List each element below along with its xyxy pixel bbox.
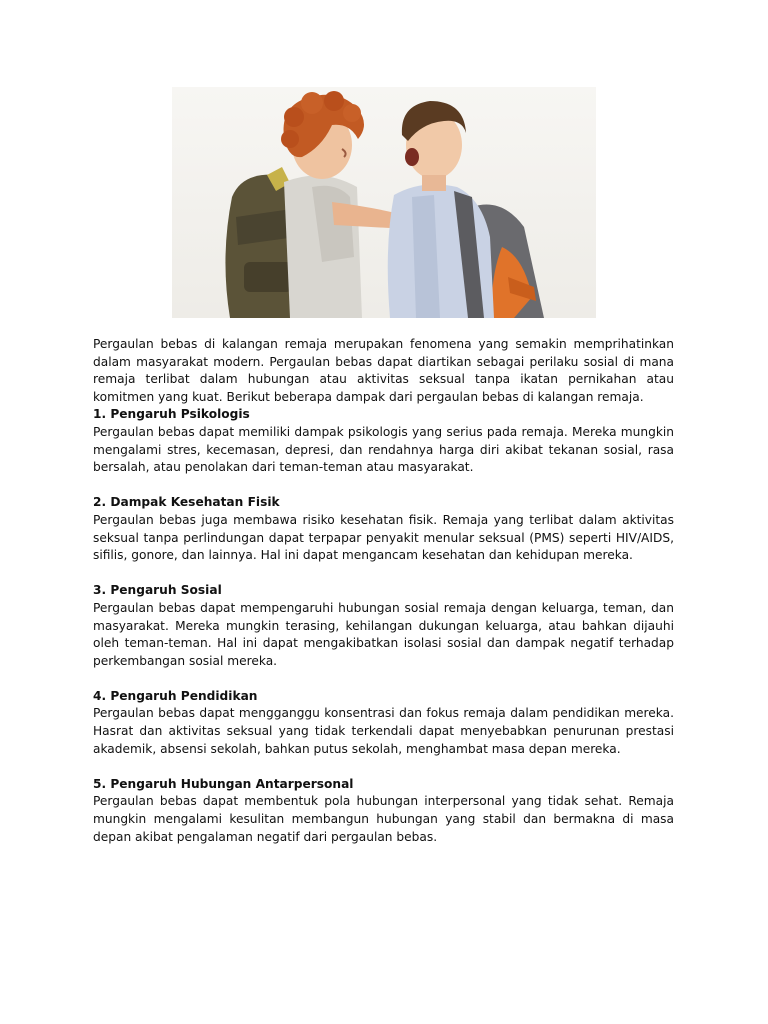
intro-paragraph: Pergaulan bebas di kalangan remaja merupakan fenomena yang semakin memprihatinkan dalam masyarakat modern. Pergaulan bebas dapat diartikan sebagai perilaku sosial di mana remaja terlibat dalam hubungan atau aktivitas seksual tanpa ikatan pernikahan atau komitmen yang kuat. Berikut beberapa dampak dari pergaulan bebas di kalangan remaja. xyxy=(93,337,674,404)
section-body-2: Pergaulan bebas juga membawa risiko kesehatan fisik. Remaja yang terlibat dalam aktivitas seksual tanpa perlindungan dapat terpapar penyakit menular seksual (PMS) seperti HIV/AIDS, sifilis, gonore, dan lainnya. Hal ini dapat mengancam kesehatan dan kehidupan mereka. xyxy=(93,512,674,563)
section-body-3: Pergaulan bebas dapat mempengaruhi hubungan sosial remaja dengan keluarga, teman, dan masyarakat. Mereka mungkin terasing, kehilangan dukungan keluarga, atau bahkan dijauhi oleh teman-teman. Hal ini dapat mengakibatkan isolasi sosial dan dampak negatif terhadap perkembangan sosial mereka. xyxy=(93,600,674,668)
article-body xyxy=(93,336,674,846)
two-boys-illustration xyxy=(172,87,596,318)
section-body-5: Pergaulan bebas dapat membentuk pola hubungan interpersonal yang tidak sehat. Remaja mungkin mengalami kesulitan membangun hubungan yang stabil dan bermakna di masa depan akibat pengalaman negatif dari pergaulan bebas. xyxy=(93,794,674,844)
section-heading-1: 1. Pengaruh Psikologis xyxy=(93,407,250,422)
paragraph-spacer xyxy=(93,477,674,495)
section-heading-3: 3. Pengaruh Sosial xyxy=(93,583,222,598)
section-heading-2: 2. Dampak Kesehatan Fisik xyxy=(93,495,280,510)
paragraph-spacer xyxy=(93,758,674,776)
section-body-4: Pergaulan bebas dapat mengganggu konsentrasi dan fokus remaja dalam pendidikan mereka. Hasrat dan aktivitas seksual yang tidak terkendali dapat menyebabkan penurunan prestasi akademik, absensi sekolah, bahkan putus sekolah, menghambat masa depan mereka. xyxy=(93,706,674,756)
section-heading-4: 4. Pengaruh Pendidikan xyxy=(93,688,258,703)
section-heading-5: 5. Pengaruh Hubungan Antarpersonal xyxy=(93,776,354,791)
illustration-photo xyxy=(172,87,596,318)
section-body-1: Pergaulan bebas dapat memiliki dampak psikologis yang serius pada remaja. Mereka mungkin mengalami stres, kecemasan, depresi, dan rendahnya harga diri akibat tekanan sosial, rasa bersalah, atau penolakan dari teman-teman atau masyarakat. xyxy=(93,424,674,475)
paragraph-spacer xyxy=(93,565,674,583)
paragraph-spacer xyxy=(93,670,674,688)
